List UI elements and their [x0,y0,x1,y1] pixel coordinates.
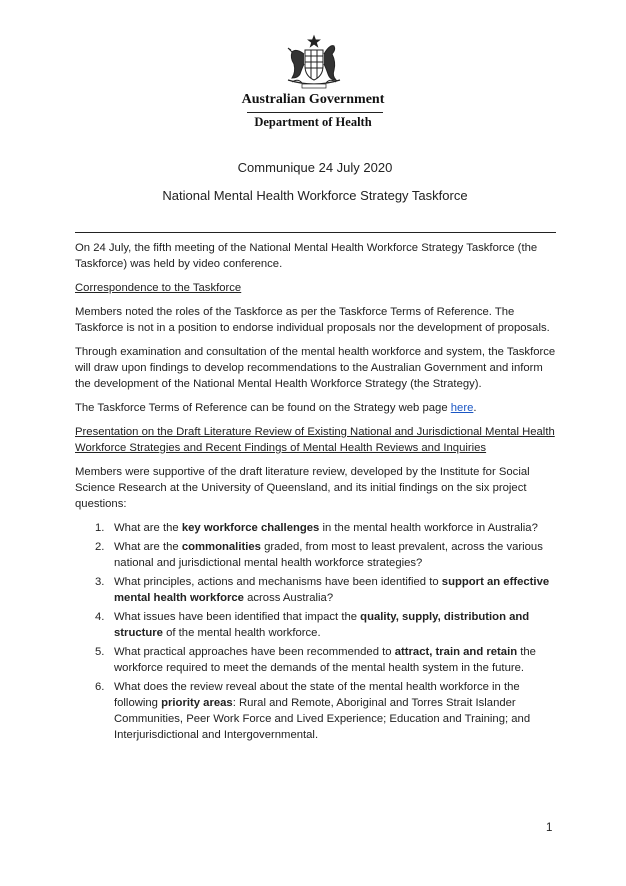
bold-text: support an effective mental health workforce [114,575,550,604]
text: : Rural and Remote, Aboriginal and Torres Strait Islander Communities, Peer Work Force and Lived Experience; Education and Training; and Interjurisdictional and Intergovernmental. [114,697,531,742]
list-item [75,644,557,676]
list-number: 3. [95,575,105,588]
bold-text: attract, train and retain [394,645,518,658]
bold-text: priority areas [161,697,233,709]
list-number: 2. [95,540,105,553]
section-heading-literature-review: Presentation on the Draft Literature Review of Existing National and Jurisdictional Mental Health Workforce Strategies and Recent Findings of Mental Health Reviews and Inquiries [75,425,555,454]
australian-coat-of-arms-icon [278,34,350,90]
header-divider [75,232,556,233]
text: What principles, actions and mechanisms have been identified to [114,575,442,588]
text: in the mental health workforce in Australia? [319,522,538,534]
text: What issues have been identified that impact the [114,610,361,623]
text: What practical approaches have been recommended to [114,645,395,658]
list-number: 5. [95,645,105,658]
text: The Taskforce Terms of Reference can be found on the Strategy web page [75,402,451,414]
page-number: 1 [546,822,553,834]
text: the workforce required to meet the demands of the mental health system in the future. [114,645,536,674]
list-item [75,574,557,606]
list-number: 4. [95,610,105,623]
list-number: 6. [95,680,105,693]
list-item [75,609,557,641]
text: What are the [114,522,182,534]
document-body [75,240,557,746]
list-item [75,679,557,744]
here-link[interactable]: here [450,402,474,414]
list-item [75,539,557,571]
bold-text: key workforce challenges [181,522,320,534]
section-heading-correspondence: Correspondence to the Taskforce [75,282,242,294]
text: What are the [114,540,182,553]
intro-paragraph: On 24 July, the fifth meeting of the National Mental Health Workforce Strategy Taskforce (the Taskforce) was held by video conference. [75,242,538,271]
taskforce-heading: National Mental Health Workforce Strategy Taskforce [162,188,468,203]
bold-text: commonalities [181,540,261,553]
project-questions-list [75,520,557,744]
bold-text: quality, supply, distribution and structure [114,610,530,639]
paragraph: Through examination and consultation of the mental health workforce and system, the Taskforce will draw upon findings to develop recommendations to the Australian Government and inform the development of the National Mental Health Workforce Strategy (the Strategy). [75,345,556,391]
paragraph: Members noted the roles of the Taskforce as per the Taskforce Terms of Reference. The Taskforce is not in a position to endorse individual proposals nor the development of proposals. [75,305,550,334]
text: What does the review reveal about the state of the mental health workforce in the following [114,680,520,709]
letterhead-divider [247,112,383,113]
list-item [75,520,557,536]
text: . [473,402,477,414]
communique-date-heading: Communique 24 July 2020 [237,160,393,175]
text: graded, from most to least prevalent, across the various national and jurisdictional mental health workforce strategies? [114,540,543,569]
terms-of-reference-paragraph [75,400,557,416]
list-number: 1. [95,522,105,534]
text: across Australia? [243,592,334,604]
department-name: Department of Health [254,115,372,129]
text: of the mental health workforce. [162,627,321,639]
paragraph: Members were supportive of the draft literature review, developed by the Institute for Social Science Research at the University of Queensland, and its initial findings on the six project questions: [75,465,530,511]
government-name: Australian Government [241,92,385,107]
